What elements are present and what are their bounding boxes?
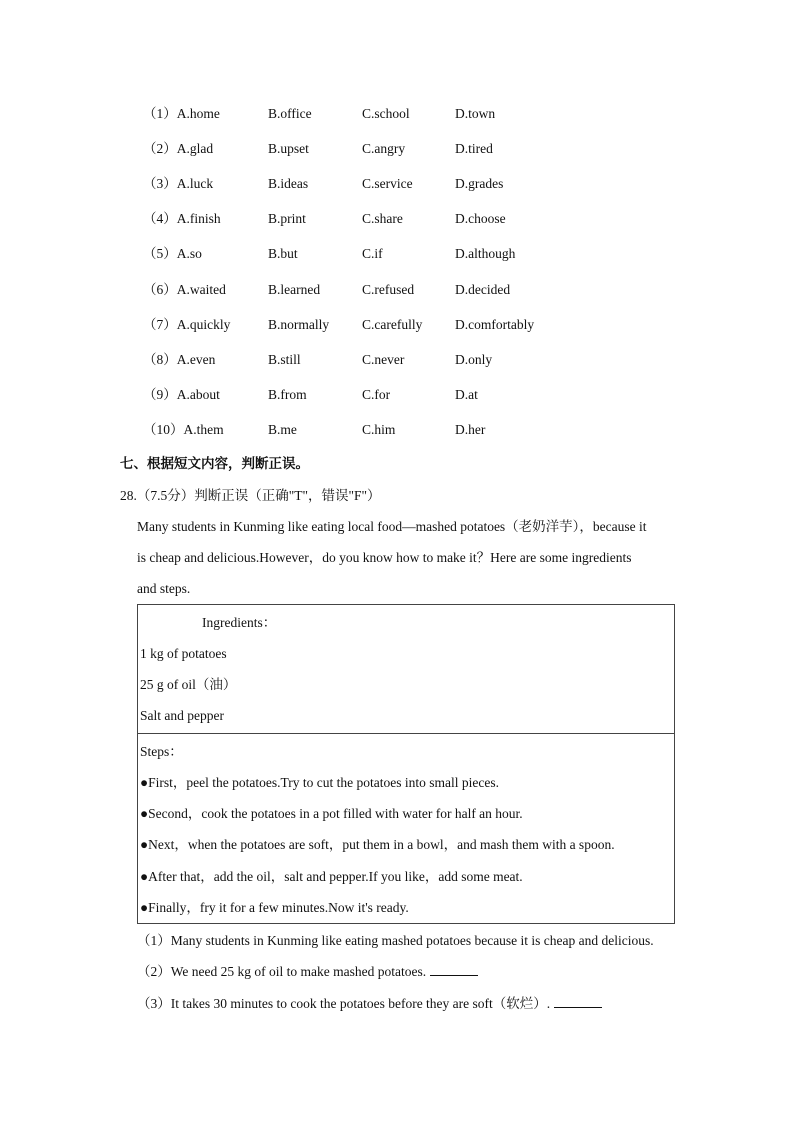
option-b: B.still xyxy=(268,352,301,367)
option-a: （6）A.waited xyxy=(143,282,226,297)
option-c: C.refused xyxy=(362,282,415,297)
ingredient-item: Salt and pepper xyxy=(140,708,224,723)
option-row xyxy=(0,245,794,263)
option-d: D.although xyxy=(455,246,516,261)
option-b: B.normally xyxy=(268,317,330,332)
option-row xyxy=(0,140,794,158)
option-a: （4）A.finish xyxy=(143,211,221,226)
statement: （1）Many students in Kunming like eating mashed potatoes because it is cheap and delicious. xyxy=(137,933,654,948)
option-row xyxy=(0,421,794,439)
option-row xyxy=(0,210,794,228)
option-d: D.only xyxy=(455,352,493,367)
option-c: C.if xyxy=(362,246,383,261)
option-c: C.carefully xyxy=(362,317,423,332)
option-d: D.choose xyxy=(455,211,506,226)
section-heading: 七、根据短文内容，判断正误。 xyxy=(120,456,309,471)
option-c: C.angry xyxy=(362,141,406,156)
answer-blank[interactable] xyxy=(554,995,602,1008)
option-a: （8）A.even xyxy=(143,352,216,367)
option-b: B.me xyxy=(268,422,297,437)
recipe-table xyxy=(137,604,675,924)
step-item: ●Finally，fry it for a few minutes.Now it's ready. xyxy=(140,900,409,915)
option-a: （9）A.about xyxy=(143,387,220,402)
statement-text: （2）We need 25 kg of oil to make mashed potatoes. xyxy=(137,964,427,979)
option-d: D.comfortably xyxy=(455,317,535,332)
step-item: ●Second，cook the potatoes in a pot filled with water for half an hour. xyxy=(140,806,523,821)
option-b: B.print xyxy=(268,211,306,226)
option-row xyxy=(0,316,794,334)
option-row xyxy=(0,175,794,193)
steps-title: Steps： xyxy=(140,744,183,759)
ingredient-item: 1 kg of potatoes xyxy=(140,646,227,661)
table-divider xyxy=(138,733,674,734)
option-row xyxy=(0,105,794,123)
option-row xyxy=(0,351,794,369)
option-a: （2）A.glad xyxy=(143,141,214,156)
option-b: B.ideas xyxy=(268,176,309,191)
option-c: C.service xyxy=(362,176,413,191)
option-d: D.grades xyxy=(455,176,504,191)
option-b: B.from xyxy=(268,387,307,402)
option-d: D.her xyxy=(455,422,486,437)
statement-text: （3）It takes 30 minutes to cook the potatoes before they are soft（软烂）. xyxy=(137,996,551,1011)
option-d: D.town xyxy=(455,106,496,121)
step-item: ●After that，add the oil，salt and pepper.If you like，add some meat. xyxy=(140,869,523,884)
option-b: B.upset xyxy=(268,141,309,156)
ingredients-title: Ingredients： xyxy=(202,615,277,630)
option-a: （5）A.so xyxy=(143,246,202,261)
passage-line: is cheap and delicious.However，do you know how to make it？Here are some ingredients xyxy=(137,550,632,565)
option-b: B.but xyxy=(268,246,298,261)
option-a: （1）A.home xyxy=(143,106,220,121)
answer-blank[interactable] xyxy=(430,963,478,976)
option-c: C.him xyxy=(362,422,396,437)
option-d: D.at xyxy=(455,387,478,402)
option-d: D.tired xyxy=(455,141,493,156)
option-a: （10）A.them xyxy=(143,422,224,437)
statement xyxy=(137,995,602,1013)
option-b: B.learned xyxy=(268,282,321,297)
option-row xyxy=(0,386,794,404)
option-c: C.for xyxy=(362,387,391,402)
question-header: 28.（7.5分）判断正误（正确"T"，错误"F"） xyxy=(120,488,381,503)
option-row xyxy=(0,281,794,299)
statement xyxy=(137,963,478,981)
option-c: C.share xyxy=(362,211,403,226)
passage-line: Many students in Kunming like eating local food—mashed potatoes（老奶洋芋），because it xyxy=(137,519,647,534)
option-b: B.office xyxy=(268,106,312,121)
step-item: ●First，peel the potatoes.Try to cut the potatoes into small pieces. xyxy=(140,775,499,790)
option-d: D.decided xyxy=(455,282,511,297)
ingredient-item: 25 g of oil（油） xyxy=(140,677,237,692)
option-c: C.school xyxy=(362,106,410,121)
passage-line: and steps. xyxy=(137,581,191,596)
option-a: （3）A.luck xyxy=(143,176,214,191)
option-c: C.never xyxy=(362,352,405,367)
step-item: ●Next，when the potatoes are soft，put them in a bowl，and mash them with a spoon. xyxy=(140,837,615,852)
option-a: （7）A.quickly xyxy=(143,317,231,332)
